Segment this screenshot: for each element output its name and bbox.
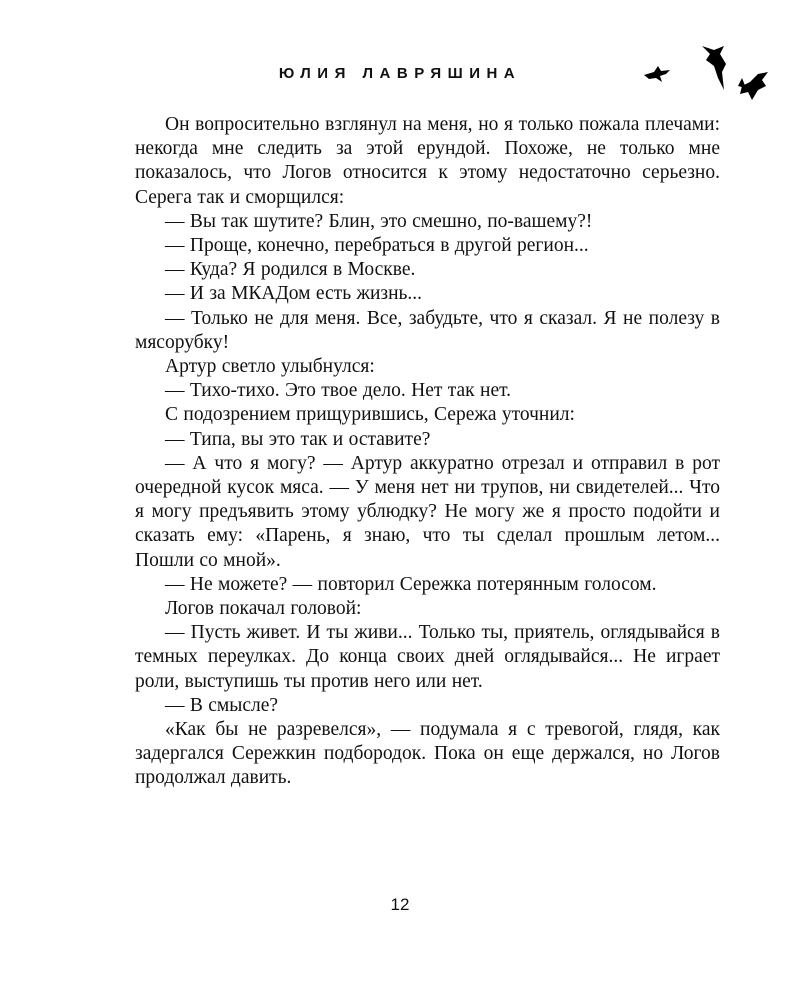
paragraph: — И за МКАДом есть жизнь... — [165, 283, 423, 305]
page-number: 12 — [390, 895, 410, 914]
running-head: ЮЛИЯ ЛАВРЯШИНА — [278, 65, 522, 82]
paragraph: — Пусть живет. И ты живи... Только ты, приятель, оглядывайся в темных переулках. До конца своих дней оглядывайся... Не играет роли, выступишь ты против него или нет. — [135, 622, 720, 692]
paragraph: Логов покачал головой: — [165, 598, 362, 620]
body-text — [135, 113, 720, 791]
paragraph: — Не можете? — повторил Сережка потерянным голосом. — [165, 573, 657, 595]
paragraph: — Куда? Я родился в Москве. — [165, 259, 416, 281]
bird-left-icon — [644, 66, 670, 82]
paragraph: Артур светло улыбнулся: — [165, 356, 375, 378]
flying-birds-icon — [640, 42, 780, 112]
paragraph: Он вопросительно взглянул на меня, но я только пожала плечами: некогда мне следить за этой ерундой. Похоже, не только мне показалось, что Логов относится к этому недостаточно серьезно. Серега так и сморщился: — [135, 114, 720, 208]
paragraph: — А что я могу? — Артур аккуратно отрезал и отправил в рот очередной кусок мяса. — У меня нет ни трупов, ни свидетелей... Что я могу предъявить этому ублюдку? Не могу же я просто подойти и сказать ему: «Парень, я знаю, что ты сделал прошлым летом... Пошли со мной». — [135, 452, 720, 571]
paragraph: — В смысле? — [165, 694, 279, 716]
paragraph: — Тихо-тихо. Это твое дело. Нет так нет. — [165, 380, 512, 402]
paragraph: — Вы так шутите? Блин, это смешно, по-вашему?! — [165, 210, 593, 232]
paragraph: С подозрением прищурившись, Сережа уточнил: — [165, 404, 575, 426]
paragraph: «Как бы не разревелся», — подумала я с тревогой, глядя, как задергался Сережкин подбородок. Пока он еще держался, но Логов продолжал давить. — [135, 719, 720, 789]
paragraph: — Проще, конечно, перебраться в другой регион... — [165, 235, 589, 257]
paragraph: — Только не для меня. Все, забудьте, что я сказал. Я не полезу в мясорубку! — [135, 307, 720, 353]
bird-center-icon — [702, 46, 726, 90]
paragraph: — Типа, вы это так и оставите? — [165, 428, 431, 450]
